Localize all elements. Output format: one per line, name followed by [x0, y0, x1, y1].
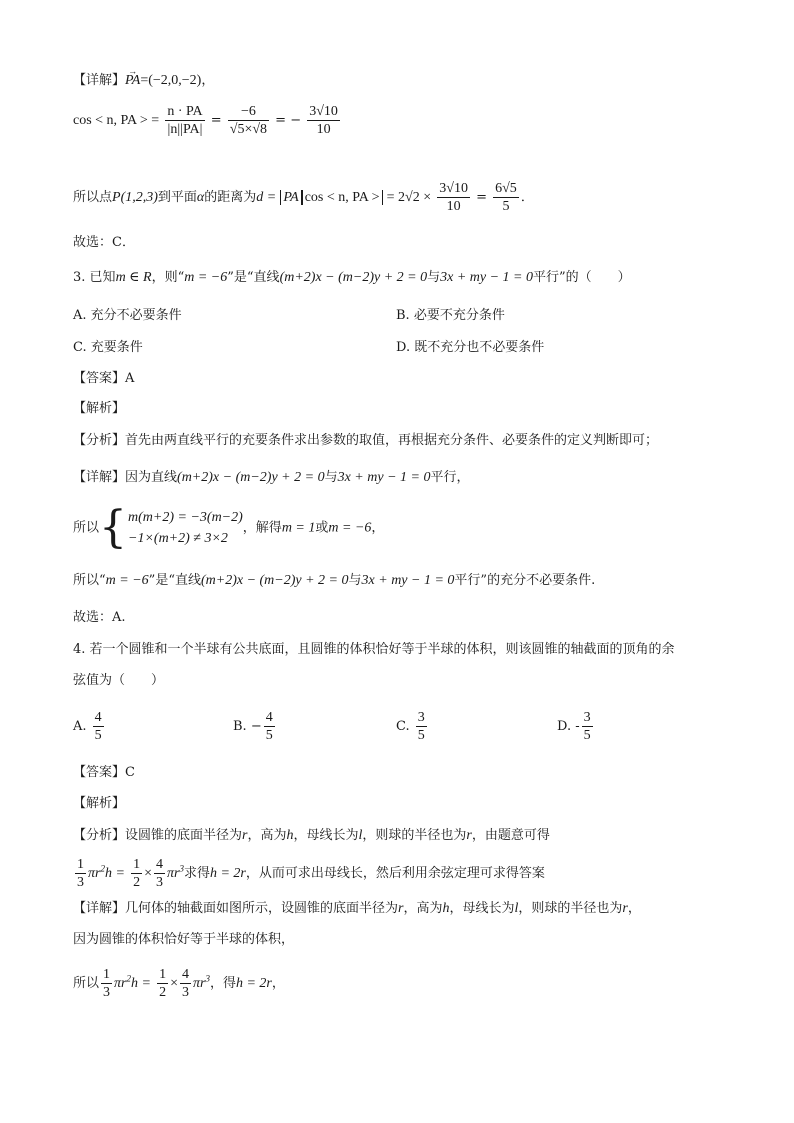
q4-jiexi: 【解析】 [73, 796, 126, 811]
cos-fraction-3: $\frac{3√10}{10}$ [309, 104, 338, 137]
q3-option-c[interactable]: C. 充要条件 [73, 340, 143, 355]
q4-detail-1: 【详解】几何体的轴截面如图所示，设圆锥的底面半径为r，高为h，母线长为l，则球的半径也为r， [73, 901, 641, 916]
q4-stem-2: 弦值为（ ） [73, 673, 165, 688]
q3-option-b[interactable]: B. 必要不充分条件 [396, 308, 505, 323]
pa-expression: =(−2,0,−2) [140, 73, 202, 88]
q3-jiexi: 【解析】 [73, 401, 126, 416]
dist-fraction-1: $\frac{3√10}{10}$ [439, 181, 468, 214]
q4-option-d[interactable]: D. - $\frac{3}{5}$ [557, 710, 591, 743]
q4-analysis-2: $\frac{1}{3}$ $\pi r^2h$ = $\frac{1}{2}$ × $\frac{4}{3}$ $\pi r^3$求得h = 2r，从而可求出母线长，然后利用余弦定理可求得答案 [77, 857, 545, 890]
q4-stem-1: 4. 若一个圆锥和一个半球有公共底面，且圆锥的体积恰好等于半球的体积，则该圆锥的轴截面的顶角的余 [73, 642, 675, 657]
q2-pa-line: 【详解】→ PA=(−2,0,−2)， [73, 72, 214, 90]
q3-analysis: 【分析】首先由两直线平行的充要条件求出参数的取值，再根据充分条件、必要条件的定义判断即可； [73, 433, 659, 448]
cos-fraction-2: $\frac{-6}{√5\times√8}$ [229, 104, 268, 137]
dist-fraction-2: $\frac{6√5}{5}$ [495, 181, 517, 214]
q4-option-b[interactable]: B. − $\frac{4}{5}$ [233, 710, 273, 743]
q2-distance-line: 所以点P(1,2,3)到平面α的距离为d = PA cos < n, PA > = 2√2 × $\frac{3√10}{10}$ = $\frac{6√5}{5}$ ． [73, 181, 534, 214]
q4-detail-2: 因为圆锥的体积恰好等于半球的体积， [73, 932, 295, 947]
q3-option-d[interactable]: D. 既不充分也不必要条件 [396, 340, 545, 355]
cos-lhs: cos < n, PA > = [73, 113, 160, 128]
q4-answer: 【答案】C [73, 765, 135, 780]
q3-stem: 3. 已知m ∈ R，则“m = −6”是“直线(m+2)x − (m−2)y + 2 = 0与3x + my − 1 = 0平行”的（ ） [73, 270, 631, 285]
q2-answer: 故选：C． [73, 235, 135, 250]
q3-final: 故选：A. [73, 610, 126, 625]
q4-option-a[interactable]: A. $\frac{4}{5}$ [73, 710, 102, 743]
q2-cos-line: cos < n, PA > = $\frac{n \cdot PA}{|n||PA|}$ = $\frac{-6}{√5\times√8}$ = − $\frac{3√10}{10}$ [73, 104, 338, 137]
q3-system: 所以{ m(m+2) = −3(m−2) −1×(m+2) ≠ 3×2 ，解得m = 1或m = −6， [73, 502, 385, 553]
cos-fraction-1: $\frac{n \cdot PA}{|n||PA|}$ [167, 104, 203, 137]
q4-analysis-1: 【分析】设圆锥的底面半径为r，高为h，母线长为l，则球的半径也为r，由题意可得 [73, 828, 550, 843]
q4-option-c[interactable]: C. $\frac{3}{5}$ [396, 710, 425, 743]
q3-option-a[interactable]: A. 充分不必要条件 [73, 308, 182, 323]
q3-detail: 【详解】因为直线(m+2)x − (m−2)y + 2 = 0与3x + my − 1 = 0平行， [73, 470, 470, 485]
vector-pa: → PA [125, 72, 140, 90]
q3-conclusion: 所以“m = −6”是“直线(m+2)x − (m−2)y + 2 = 0与3x + my − 1 = 0平行”的充分不必要条件. [73, 573, 596, 588]
q3-answer: 【答案】A [73, 371, 135, 386]
q4-detail-3: 所以 $\frac{1}{3}$ $\pi r^2h$ = $\frac{1}{2}$ × $\frac{4}{3}$ $\pi r^3$，得h = 2r， [73, 967, 285, 1000]
detail-tag: 【详解】 [73, 73, 126, 88]
